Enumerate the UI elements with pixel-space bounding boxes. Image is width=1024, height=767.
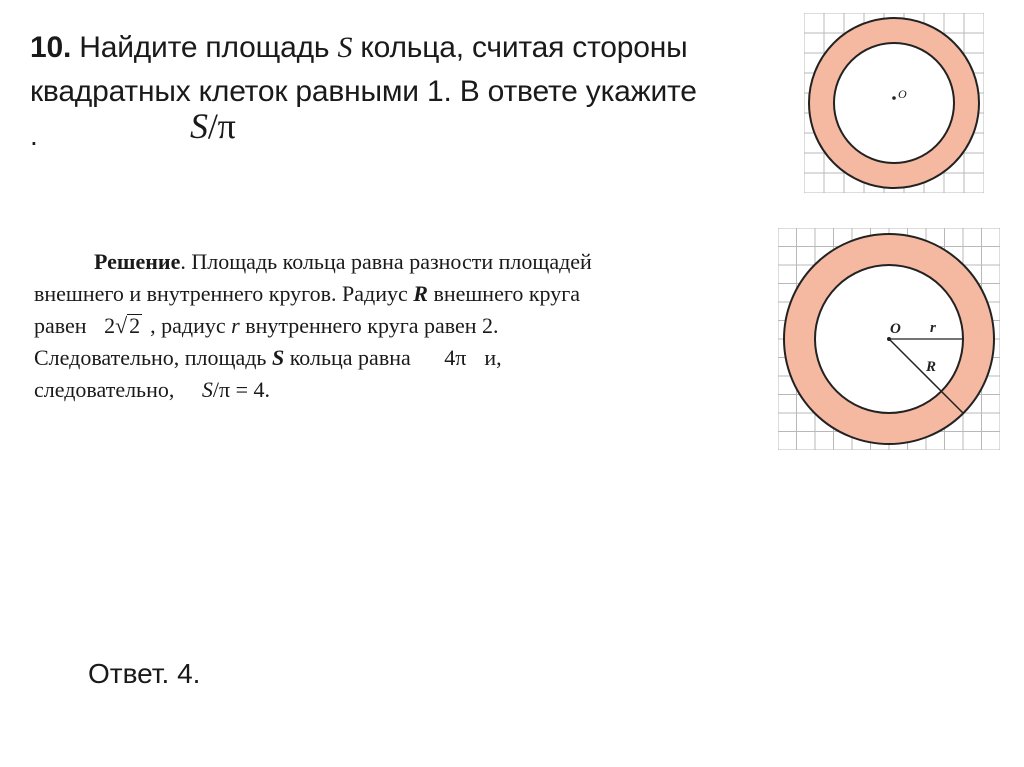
solution-l3-r: r (231, 313, 240, 338)
solution-l4-c: и, (484, 345, 502, 370)
solution-l2-a: внешнего и внутреннего кругов. Радиус (34, 281, 414, 306)
solution-l3-a: равен (34, 313, 87, 338)
center-label-top: O (898, 87, 907, 101)
result-rest: /π = 4. (212, 377, 271, 402)
solution-l4-S: S (271, 345, 285, 370)
solution-line-2 (34, 278, 684, 310)
asked-var: S (190, 106, 208, 146)
problem-number: 10. (30, 31, 72, 64)
answer: Ответ. 4. (88, 658, 201, 689)
sqrt-formula: 2√2 (104, 313, 141, 338)
solution-l5-a: следовательно, (34, 377, 175, 402)
solution-line-1 (34, 246, 684, 278)
center-label-bottom: O (890, 321, 901, 337)
solution-l3-b: , радиус (150, 313, 232, 338)
solution-line-5 (34, 374, 684, 406)
solution-l1-rest: . Площадь кольца равна разности площадей (180, 249, 592, 274)
solution-l3-c: внутреннего круга равен 2. (239, 313, 499, 338)
inner-circle-top (834, 43, 954, 163)
sqrt-value: 2 (129, 313, 141, 338)
solution-text (34, 246, 684, 406)
r-label: r (930, 320, 936, 336)
solution-l4-b: кольца равна (284, 345, 411, 370)
area-formula: 4π (444, 345, 467, 370)
problem-line-1 (30, 26, 770, 70)
problem-dot: . (30, 120, 38, 151)
figure-bottom (778, 228, 1000, 450)
center-point-top (892, 96, 896, 100)
figure-top (804, 13, 984, 193)
problem-var-s: S (337, 31, 353, 64)
result-var: S (201, 377, 213, 402)
problem-statement (30, 26, 770, 151)
solution-l4-a: Следовательно, площадь (34, 345, 272, 370)
result-formula (202, 374, 270, 406)
asked-rest: /π (207, 106, 236, 146)
problem-text-a: Найдите площадь (71, 31, 338, 64)
problem-text-b: кольца, считая стороны (352, 31, 688, 64)
sqrt-coef: 2 (104, 313, 116, 338)
R-label: R (926, 359, 937, 375)
solution-line-4 (34, 342, 684, 374)
center-point-bottom (887, 337, 891, 341)
problem-line-2: квадратных клеток равными 1. В ответе укажите (30, 75, 697, 108)
solution-heading: Решение (94, 249, 181, 274)
solution-line-3 (34, 310, 684, 342)
solution-l2-b: внешнего круга (427, 281, 581, 306)
asked-expression (190, 104, 236, 148)
solution-l2-R: R (413, 281, 428, 306)
